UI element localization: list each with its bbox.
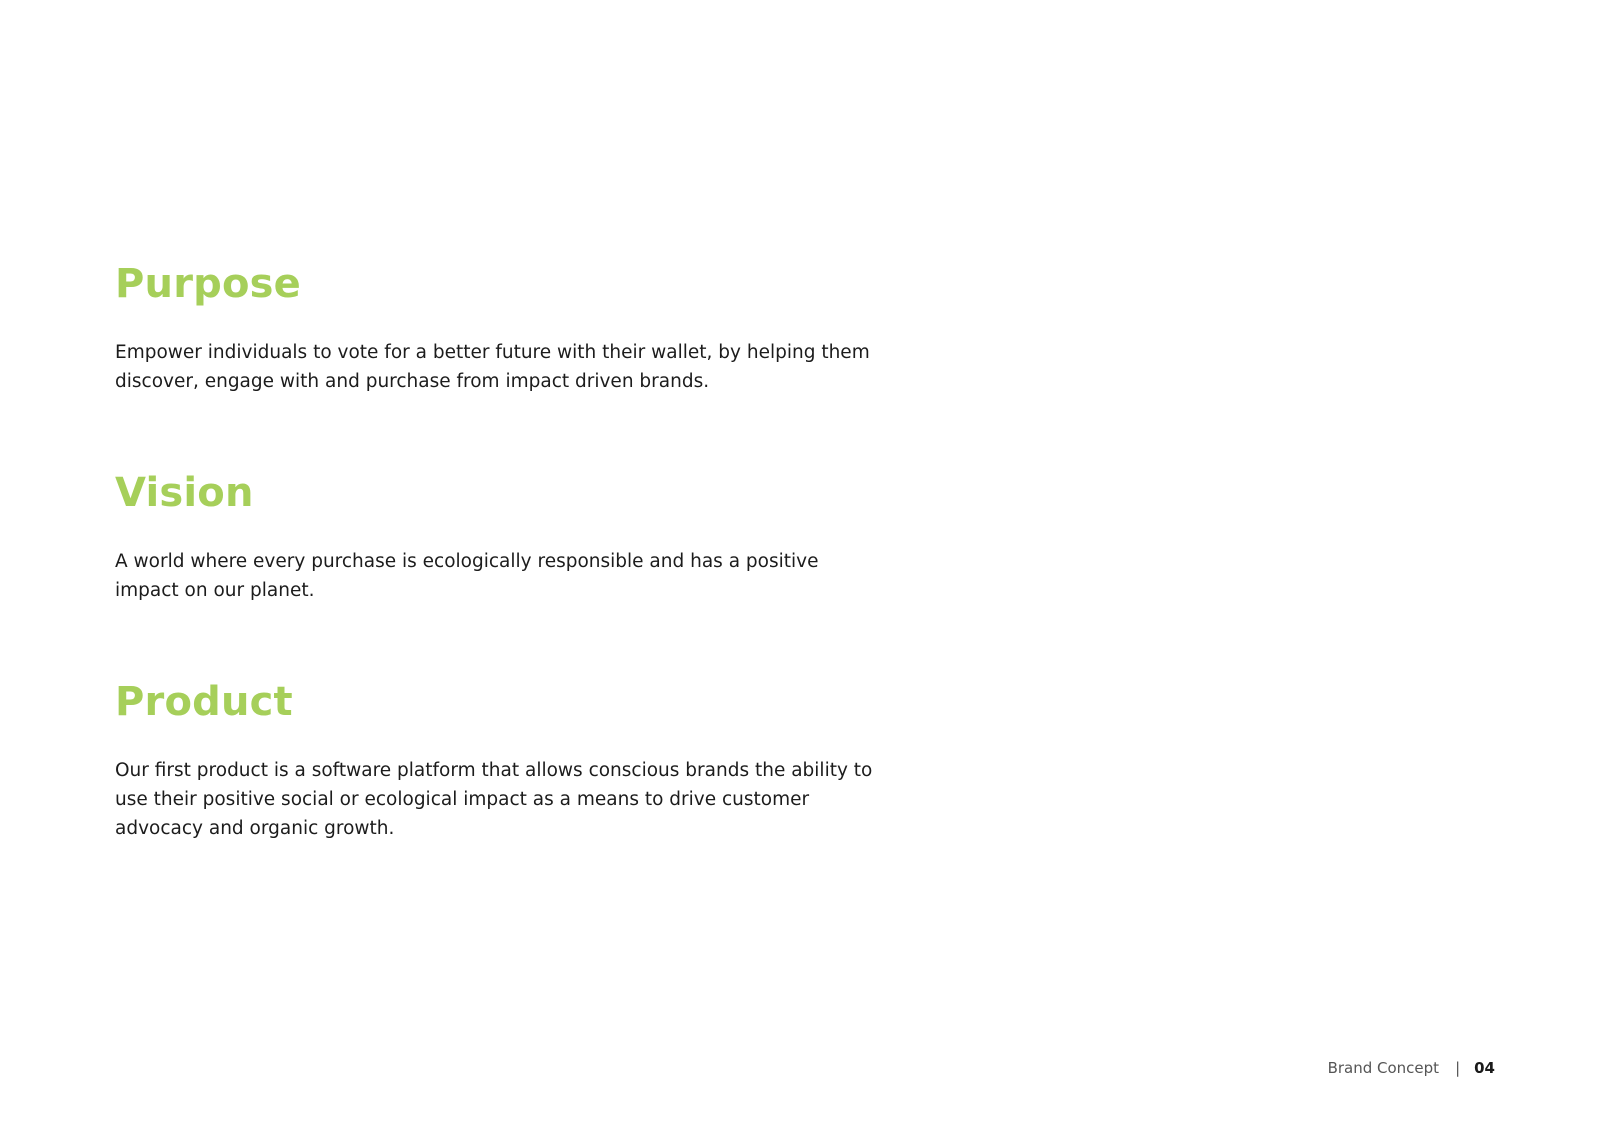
vision-heading: Vision	[115, 470, 254, 516]
vision-section	[115, 470, 875, 601]
page-footer	[1328, 1058, 1495, 1078]
purpose-heading: Purpose	[115, 261, 301, 307]
footer-divider: |	[1455, 1059, 1461, 1077]
document-title: Brand Concept	[1327, 1059, 1440, 1077]
product-section	[115, 679, 875, 839]
purpose-section	[115, 261, 875, 392]
product-body: Our first product is a software platform that allows conscious brands the ability to use their positive social or ecological impact as a means to drive customer advocacy and organic growth.	[115, 760, 873, 839]
page-number: 04	[1474, 1059, 1495, 1077]
purpose-body: Empower individuals to vote for a better future with their wallet, by helping them discover, engage with and purchase from impact driven brands.	[115, 342, 870, 392]
vision-body: A world where every purchase is ecologically responsible and has a positive impact on our planet.	[115, 551, 819, 601]
product-heading: Product	[115, 679, 293, 725]
